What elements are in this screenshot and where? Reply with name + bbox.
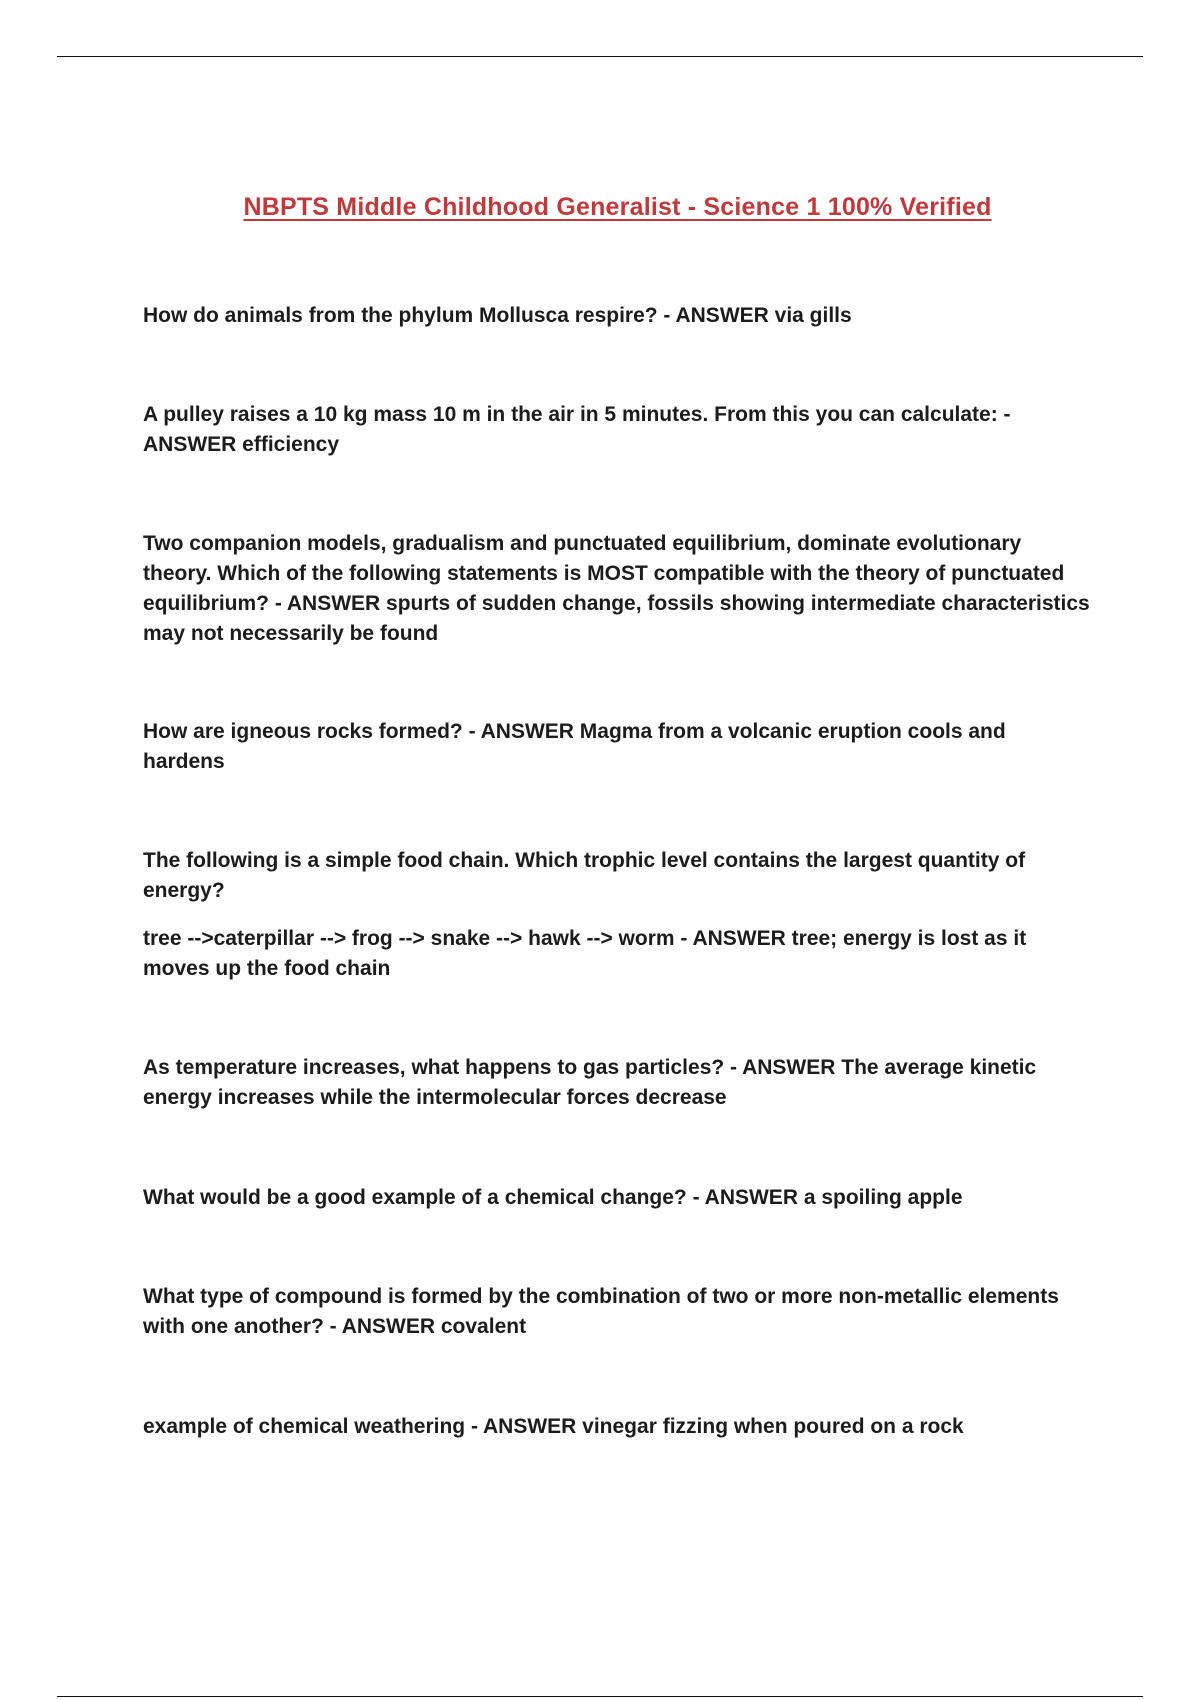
qa-item-2: [143, 400, 1093, 460]
top-rule: [57, 56, 1143, 57]
qa-item-1: [143, 301, 1093, 331]
qa-answer: tree -->caterpillar --> frog --> snake --> hawk --> worm - ANSWER tree; energy is lost as it moves up the food chain: [143, 927, 1027, 980]
bottom-rule: [57, 1696, 1143, 1697]
qa-text: How are igneous rocks formed? - ANSWER Magma from a volcanic eruption cools and hardens: [143, 720, 1006, 773]
qa-text: What type of compound is formed by the combination of two or more non-metallic elements with one another? - ANSWER covalent: [143, 1285, 1059, 1338]
qa-item-7: [143, 1183, 1093, 1213]
qa-item-9: [143, 1412, 1093, 1442]
qa-item-3: [143, 529, 1093, 649]
qa-text: What would be a good example of a chemical change? - ANSWER a spoiling apple: [143, 1186, 963, 1209]
qa-item-5: [143, 846, 1093, 984]
qa-item-4: [143, 717, 1093, 777]
qa-text: As temperature increases, what happens to gas particles? - ANSWER The average kinetic energy increases while the intermolecular forces decrease: [143, 1056, 1037, 1109]
qa-item-6: [143, 1053, 1093, 1113]
qa-text: A pulley raises a 10 kg mass 10 m in the air in 5 minutes. From this you can calculate: - ANSWER efficiency: [143, 403, 1011, 456]
qa-text: Two companion models, gradualism and punctuated equilibrium, dominate evolutionary theory. Which of the following statements is MOST compatible with the theory of punctuated equilibrium? - ANSWER spurts of sudden change, fossils showing intermediate characteristics may not necessarily be found: [143, 532, 1090, 645]
qa-item-8: [143, 1282, 1093, 1342]
qa-question: The following is a simple food chain. Which trophic level contains the largest quantity of energy?: [143, 849, 1026, 902]
qa-text: How do animals from the phylum Mollusca respire? - ANSWER via gills: [143, 304, 852, 327]
qa-text: example of chemical weathering - ANSWER vinegar fizzing when poured on a rock: [143, 1415, 964, 1438]
document-title: NBPTS Middle Childhood Generalist - Science 1 100% Verified: [243, 193, 992, 221]
